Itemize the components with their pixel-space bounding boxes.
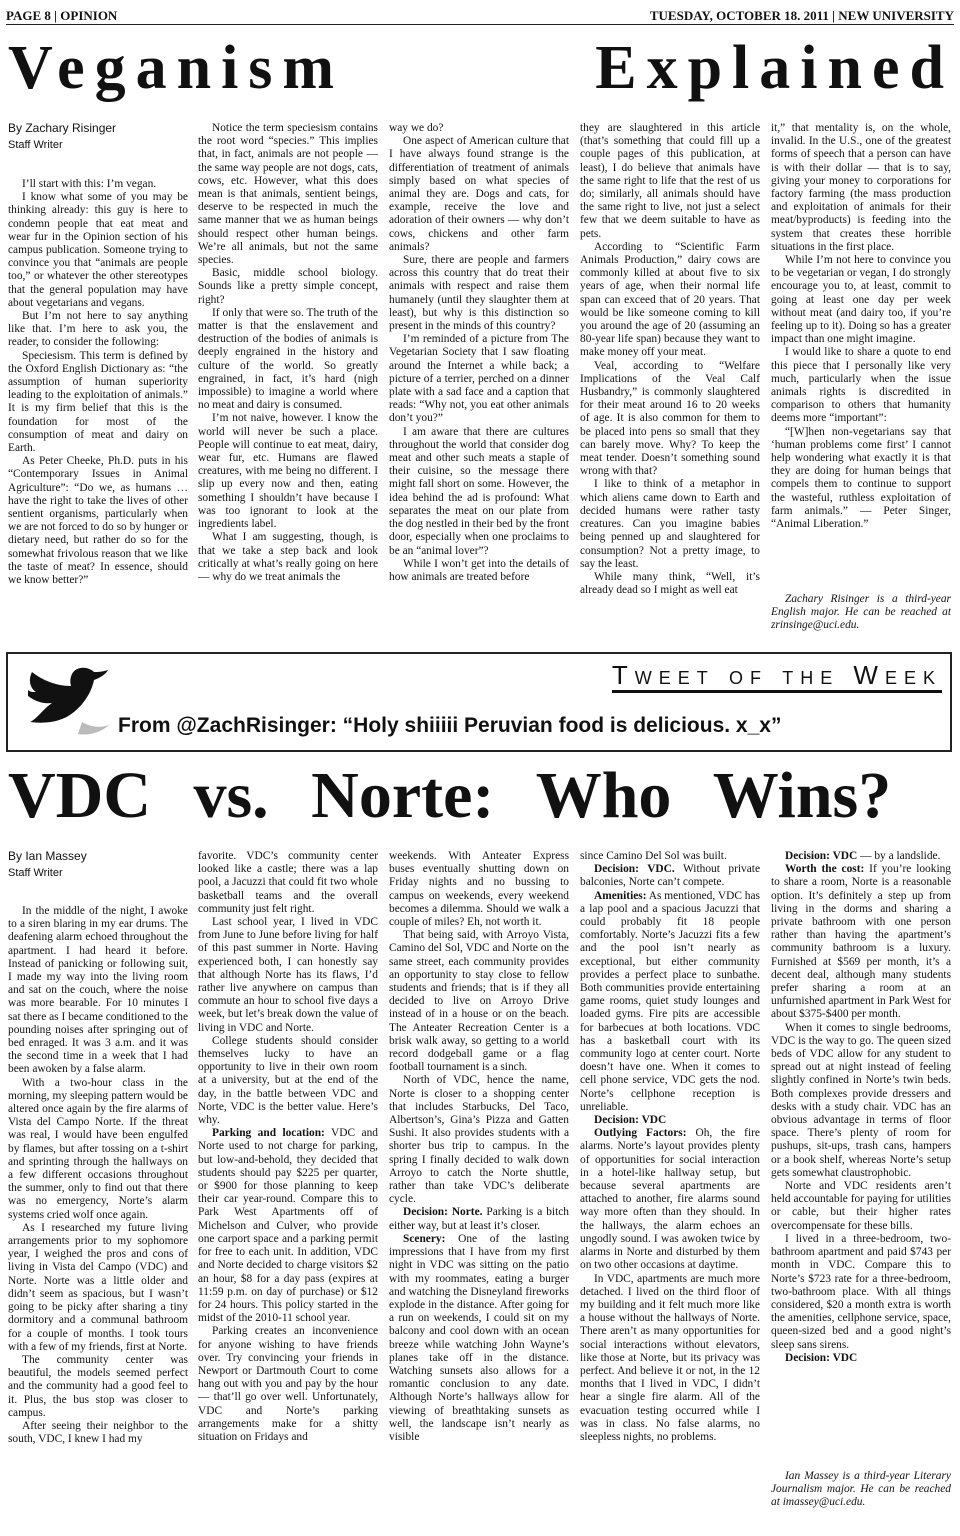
article1-bio-text: Zachary Risinger is a third-year English major. He can be reached at zrinsinge@uci.edu. <box>771 593 951 632</box>
paragraph: “[W]hen non-vegetarians say that ‘human problems come first’ I cannot help wondering what exactly it is that they are doing for human beings that compels them to continue to support the wasteful, ruthless exploitation of farm animals.” — Peter Singer, “Animal Liberation.” <box>771 425 951 531</box>
paragraph: I like to think of a metaphor in which aliens came down to Earth and decided humans were rather tasty creatures. Can you imagine babies being penned up and slaughtered for consumption? Not a pretty image, to say the least. <box>580 478 760 570</box>
paragraph: Last school year, I lived in VDC from June to June before living for half of this past summer in Norte. Having experienced both, I can honestly say that although Norte has its flaws, I’d rather live anywhere on campus than commute an hour to school five days a week, but let’s break down the value of living in VDC and Norte. <box>198 916 378 1034</box>
paragraph: In VDC, apartments are much more detached. I lived on the third floor of my building and it felt much more like a house without the hallways of Norte. There aren’t as many opportunities for social interactions without elevators, like those at Norte, but its privacy was perfect. And believe it or not, in the 12 months that I lived in VDC, I didn’t hear a single fire alarm. All of the evacuation testing occurred while I was in class. No false alarms, no sleepless nights, no problems. <box>580 1272 760 1443</box>
paragraph: way we do? <box>389 122 444 134</box>
article2-col2 <box>198 850 378 1525</box>
paragraph: Scenery: One of the lasting impressions that I have from my first night in VDC was sitting on the patio with my roommates, eating a burger and watching the Disneyland fireworks explode in the distance. After going for a run on weekends, I could sit on my balcony and cool down with an ocean breeze while watching John Wayne’s planes take off in the distance. Watching sunsets also allows for a romantic conclusion to any date. Although Norte’s hallways allow for viewing of breathtaking sunsets as well, the landscape isn’t nearly as visible <box>389 1232 569 1443</box>
byline-article1 <box>8 120 116 154</box>
paragraph: Outlying Factors: Oh, the fire alarms. Norte’s layout provides plenty of opportunities for social interaction in a hotel-like hallway setup, but because several apartments are attached to another, fire alarms sound way more often than they should. In the hallways, the alarm echoes an ungodly sound. I was awoken twice by alarms in Norte and disturbed by them on two other occasions at daytime. <box>580 1127 760 1272</box>
article2-col3 <box>389 850 569 1525</box>
paragraph: While I’m not here to convince you to be vegetarian or vegan, I do strongly encourage you to, at least, commit to going at least one day per week without meat (and dairy too, if you’re feeling up to it). Doing so has a greater impact than one might imagine. <box>771 254 951 346</box>
author-name: By Zachary Risinger <box>8 121 117 135</box>
paragraph: Basic, middle school biology. Sounds like a pretty simple concept, right? <box>198 267 378 306</box>
paragraph: As Peter Cheeke, Ph.D. puts in his “Contemporary Issues in Animal Agriculture”: “Do we, as humans … have the right to take the lives of other sentient organisms, particularly when we are not forced to do so by hunger or dietary need, but rather do so for the somewhat frivolous reason that we like the taste of meat? In essence, should we know better?” <box>8 455 188 587</box>
byline-article2 <box>8 848 87 882</box>
article2-col4 <box>580 850 760 1525</box>
paragraph: While I won’t get into the details of how animals are treated before <box>389 557 569 583</box>
page-header <box>6 4 954 25</box>
paragraph: One aspect of American culture that I have always found strange is the differentiation of treatment of animals simply based on what species of animal they are. Dogs and cats, for example, receive the love and adoration of their owners — why don’t cows, chickens and other farm animals? <box>389 135 569 253</box>
author-role: Staff Writer <box>8 867 63 879</box>
author-role: Staff Writer <box>8 139 63 151</box>
paragraph: Amenities: As mentioned, VDC has a lap pool and a spacious Jacuzzi that could probably fit 18 people comfortably. Norte’s Jacuzzi fits a few and the pool isn’t nearly as exceptional, but either community provides a perfect place to sunbathe. Both communities provide entertaining game rooms, quiet study lounges and loaded gyms. Fire pits are accessible for barbecues at both locations. VDC has a basketball court with its community logo at center court. Norte doesn’t have one. When it comes to cell phone service, VDC gets the nod. Norte’s cellphone reception is unreliable. <box>580 889 760 1113</box>
paragraph: North of VDC, hence the name, Norte is closer to a shopping center that includes Starbucks, Del Taco, Albertson’s, Gina’s Pizza and Gatten Sushi. It also provides students with a shorter bus trip to campus. In the spring I finally decided to walk down Arroyo to catch the Norte shuttle, rather than take VDC’s deliberate cycle. <box>389 1074 569 1206</box>
paragraph: According to “Scientific Farm Animals Production,” dairy cows are commonly killed at about five to six years of age, when their normal life span can exceed that of 20 years. That would be like someone coming to kill you around the age of 20 (assuming an 80-year life span) because they want to make money off your meat. <box>580 240 760 359</box>
paragraph: I am aware that there are cultures throughout the world that consider dog meat and other such meats a staple of their cuisine, so the message there might fall short on some. However, the idea behind the ad is profound: What separates the meat on our plate from the dog nestled in their bed by the front door, especially when one proclaims to be an “animal lover”? <box>389 425 569 557</box>
twitter-bird-icon <box>22 666 112 742</box>
tweet-text: From @ZachRisinger: “Holy shiiiii Peruvian food is delicious. x_x” <box>118 714 782 737</box>
paragraph: favorite. VDC’s community center looked like a castle; there was a lap pool, a Jacuzzi that could fit two whole basketball teams and the overall community just felt right. <box>198 850 378 915</box>
article2-col5 <box>771 850 951 1450</box>
article1-bio <box>771 593 951 643</box>
paragraph: weekends. With Anteater Express buses eventually shutting down on Friday nights and no bussing to campus on weekends, every weekend becomes a dilemma. Should we walk a couple of miles? Eh, not worth it. <box>389 850 569 929</box>
paragraph: The community center was beautiful, the models seemed perfect and the community had a good feel to it. Plus, the bus stop was closer to campus. <box>8 1353 188 1419</box>
paragraph: Speciesism. This term is defined by the Oxford English Dictionary as: “the assumption of human superiority leading to the exploitation of animals.” It is my firm belief that this is the foundation for most of the consumption of meat and dairy on Earth. <box>8 349 188 455</box>
paragraph: I’m reminded of a picture from The Vegetarian Society that I saw floating around the Internet a while back; a picture of a terrier, perched on a dinner plate with a sad face and a caption that reads: “Why not, you eat other animals don’t you?” <box>389 333 569 425</box>
paragraph: That being said, with Arroyo Vista, Camino del Sol, VDC and Norte on the same street, each community provides an opportunity to stay close to fellow students and friends; that is if they all decided to live on Arroyo Drive instead of in a house or on the beach. The Anteater Recreation Center is a brisk walk away, so getting to a world record dodgeball game or a flag football tournament is a sinch. <box>389 929 569 1074</box>
paragraph: In the middle of the night, I awoke to a siren blaring in my ear drums. The deafening alarm echoed throughout the apartment. I had heard it before. Instead of panicking or following suit, I made my way into the living room and sat on the couch, where the noise was more bearable. For 10 minutes I sat there as I became conditioned to the pounding noises after springing out of bed enraged. It was 3 a.m. and it was the second time in a week that I had been awoken by a false alarm. <box>8 905 188 1076</box>
paragraph: I lived in a three-bedroom, two-bathroom apartment and paid $743 per month in VDC. Compare this to Norte’s $723 rate for a three-bedroom, two-bathroom place. With all things considered, $20 a month extra is worth the amenities, cellphone service, space, queen-sized bed and a good night’s sleep sans sirens. <box>771 1232 951 1351</box>
paragraph: I’ll start with this: I’m vegan. <box>22 178 157 190</box>
paragraph: College students should consider themselves lucky to have an opportunity to live in their own room at a university, but at the end of the day, in the battle between VDC and Norte, VDC is the better value. Here’s why. <box>198 1034 378 1127</box>
paragraph: Decision: VDC <box>785 1351 858 1364</box>
paragraph: Notice the term speciesism contains the root word “species.” This implies that, in fact, animals are not people — the same way people are not dogs, cats, cows, etc. However, what this does mean is that animals, sentient beings, deserve to be respected in much the same manner that we as human beings should respect other human beings. We’re all animals, but not the same species. <box>198 122 378 267</box>
article1-col1 <box>8 178 188 643</box>
date-paper: TUESDAY, OCTOBER 18. 2011 | NEW UNIVERSITY <box>649 8 954 23</box>
paragraph: Decision: VDC. Without private balconies, Norte can’t compete. <box>580 863 760 889</box>
headline-explained: Explained <box>595 34 954 102</box>
article2-bio-text: Ian Massey is a third-year Literary Journalism major. He can be reached at imassey@uci.edu. <box>771 1470 951 1509</box>
paragraph: Worth the cost: If you’re looking to share a room, Norte is a reasonable option. It’s definitely a step up from living in the dorms and sharing a private bathroom with one person rather than having the apartment’s community bathroom is a luxury. Furnished at $569 per month, it’s a decent deal, although many students prefer sharing a room at an unfurnished apartment in Park West for about $375-$400 per month. <box>771 863 951 1021</box>
paragraph: With a two-hour class in the morning, my sleeping pattern would be altered once again by the fire alarms of Vista del Campo Norte. If the threat was real, I would have been engulfed by flames, but after tossing on a t-shirt and sprinting through the hallways on a few different occasions throughout the summer, only to find out that there was no emergency, Norte’s alarm systems cried wolf once again. <box>8 1076 188 1221</box>
article2-col1 <box>8 905 188 1525</box>
paragraph: Decision: VDC <box>594 1114 667 1127</box>
paragraph: If only that were so. The truth of the matter is that the enslavement and destruction of the bodies of animals is deeply engrained in the history and culture of the world. So greatly engrained, in fact, it’s hard (nigh impossible) to imagine a world where no meat and dairy is consumed. <box>198 306 378 412</box>
page-section: PAGE 8 | OPINION <box>6 8 118 23</box>
paragraph: Parking and location: VDC and Norte used to not charge for parking, but low-and-behold, they decided that students should pay $225 per quarter, or $900 for those planning to keep their car year-round. Compare this to Park West Apartments off of Michelson and Culver, who provide one carport space and a parking permit for free to each unit. In addition, VDC and Norte decided to charge visitors $2 an hour, $8 for a day pass (expires at 11:59 p.m. on day of purchase) or $12 for 24 hours. This policy started in the midst of the 2010-11 school year. <box>198 1127 378 1325</box>
tweet-of-the-week <box>6 652 952 752</box>
headline-vdc-vs-norte: VDC vs. Norte: Who Wins? <box>8 759 892 832</box>
paragraph: they are slaughtered in this article (that’s something that could fill up a couple pages of this publication, at least), I do believe that animals have the same right to life that the rest of us do; similarly, all animals should have the same right to live, not just a select few that we deem suitable to have as pets. <box>580 122 760 240</box>
paragraph: When it comes to single bedrooms, VDC is the way to go. The queen sized beds of VDC allow for any student to spread out at night instead of feeling slightly confined in Norte’s twin beds. Both complexes provide dressers and desks with a study chair. VDC has an obvious advantage in terms of floor space. There’s plenty of room for pushups, sit-ups, trash cans, hampers or a book shelf, whereas Norte’s setup gets somewhat claustrophobic. <box>771 1021 951 1179</box>
article1-col3 <box>389 122 569 643</box>
article1-col2 <box>198 122 378 643</box>
paragraph: it,” that mentality is, on the whole, invalid. In the U.S., one of the greatest forms of speech that a person can have is with their dollar — that is to say, giving your money to corporations for factory farming (the mass production and exploitation of animals for their meat/byproducts) is feeding into the system that creates these horrible situations in the first place. <box>771 122 951 253</box>
paragraph: Norte and VDC residents aren’t held accountable for paying for utilities or cable, but their higher rates overcompensate for these bills. <box>771 1180 951 1232</box>
tweet-title: Tweet of the Week <box>612 660 942 693</box>
headline-veganism: Veganism <box>8 34 345 102</box>
article1-col4 <box>580 122 760 643</box>
paragraph: Sure, there are people and farmers across this country that do treat their animals with respect and raise them humanely (until they slaughter them at least), but why is this distinction so present in the minds of this country? <box>389 254 569 333</box>
paragraph: Decision: VDC — by a landslide. <box>785 850 941 862</box>
paragraph: Parking creates an inconvenience for anyone wishing to have friends over. Try convincing your friends in Newport or Dartmouth Court to come hang out with you and pay by the hour — that’ll go over well. Unfortunately, VDC and Norte’s parking arrangements make for a shitty situation on Fridays and <box>198 1325 378 1443</box>
article2-bio <box>771 1470 951 1526</box>
paragraph: I’m not naive, however. I know the world will never be such a place. People will continue to eat meat, dairy, wear fur, etc. Humans are flawed creatures, with me being no different. I slip up every now and then, eating something I shouldn’t have because I was too ignorant to look at the ingredients label. <box>198 412 378 531</box>
author-name: By Ian Massey <box>8 849 87 863</box>
paragraph: After seeing their neighbor to the south, VDC, I knew I had my <box>8 1419 188 1446</box>
paragraph: Veal, according to “Welfare Implications of the Veal Calf Husbandry,” is commonly slaughtered for their meat around 16 to 20 weeks of age. It is also common for them to be placed into pens so small that they can barely move. Why? To keep the meat tender. Doesn’t something sound wrong with that? <box>580 359 760 478</box>
paragraph: While many think, “Well, it’s already dead so I might as well eat <box>580 570 760 597</box>
paragraph: I know what some of you may be thinking already: this guy is here to condemn people that eat meat and wear fur in the Opinion section of his campus publication. Someone trying to convince you that “animals are people too,” or whatever the other stereotypes that the general population may have about vegetarians and vegans. <box>8 191 188 309</box>
paragraph: since Camino Del Sol was built. <box>580 850 727 862</box>
paragraph: As I researched my future living arrangements prior to my sophomore year, I weighed the pros and cons of living in Vista del Campo (VDC) and Norte. Norte was a little older and didn’t seem as spacious, but I wasn’t going to be picky after sharing a tiny dormitory and a communal bathroom for a couple of months. I took tours with a few of my friends, first at Norte. <box>8 1221 188 1353</box>
paragraph: Decision: Norte. Parking is a bitch either way, but at least it’s closer. <box>389 1206 569 1232</box>
article1-col5 <box>771 122 951 643</box>
paragraph: I would like to share a quote to end this piece that I personally like very much, particularly when the issue animals rights is discredited in comparison to others that humanity deems more “important”: <box>771 346 951 425</box>
paragraph: What I am suggesting, though, is that we take a step back and look critically at what’s really going on here — why do we treat animals the <box>198 531 378 583</box>
paragraph: But I’m not here to say anything like that. I’m here to ask you, the reader, to consider the following: <box>8 310 188 349</box>
